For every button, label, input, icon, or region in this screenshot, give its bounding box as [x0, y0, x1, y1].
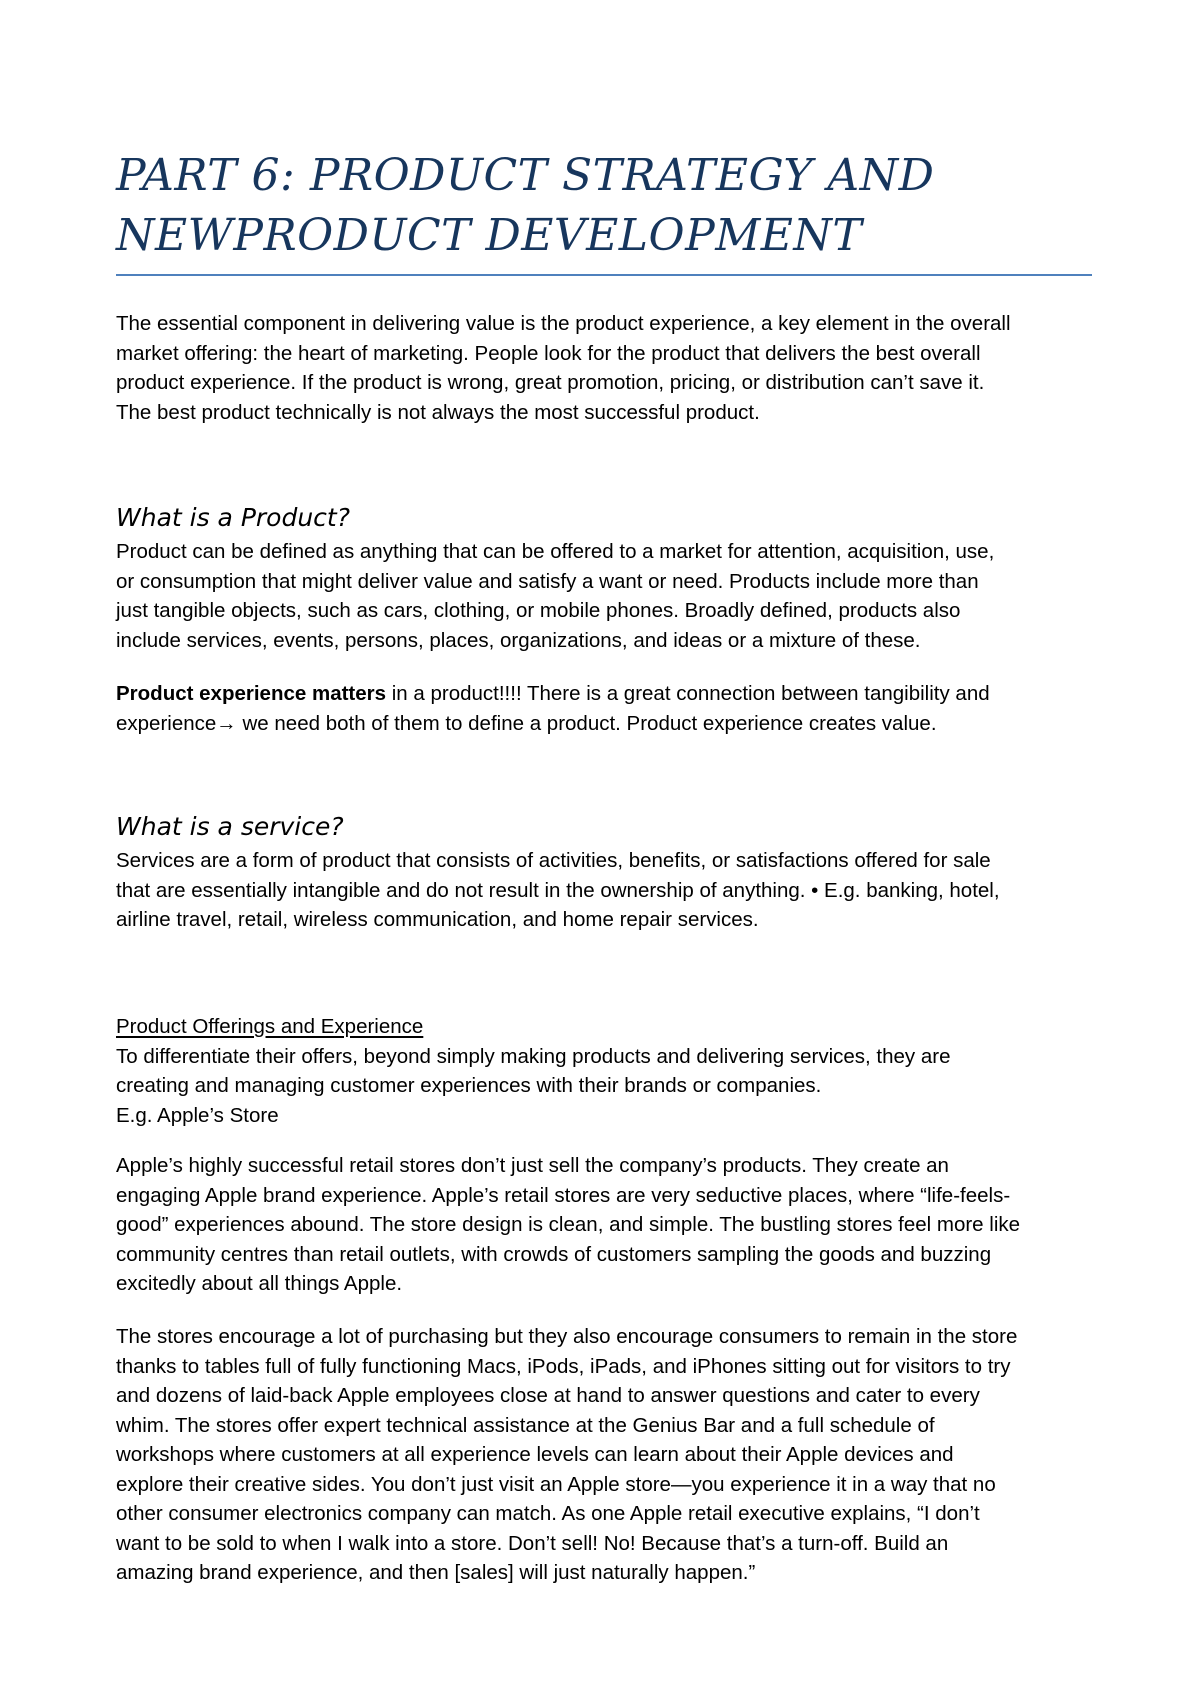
product-line: include services, events, persons, places, organizations, and ideas or a mixture of these. — [116, 628, 921, 652]
offerings-section — [116, 1012, 1106, 1130]
service-section — [116, 810, 1106, 844]
arrow-right-icon: → — [216, 711, 237, 735]
apple-line: amazing brand experience, and then [sales] will just naturally happen.” — [116, 1561, 756, 1584]
offerings-line: creating and managing customer experiences with their brands or companies. — [116, 1074, 822, 1097]
apple-line: excitedly about all things Apple. — [116, 1272, 403, 1295]
apple-line: community centres than retail outlets, with crowds of customers sampling the goods and buzzing — [116, 1242, 992, 1266]
experience-line-2 — [116, 709, 1106, 739]
apple-paragraph-2 — [116, 1322, 1106, 1588]
product-line: Product can be defined as anything that can be offered to a market for attention, acquisition, use, — [116, 540, 995, 563]
apple-line: good” experiences abound. The store design is clean, and simple. The bustling stores feel more like — [116, 1213, 1021, 1236]
apple-line: whim. The stores offer expert technical assistance at the Genius Bar and a full schedule of — [116, 1413, 935, 1437]
apple-paragraph-1 — [116, 1151, 1106, 1299]
apple-line: want to be sold to when I walk into a store. Don’t sell! No! Because that’s a turn-off. Build an — [116, 1531, 949, 1555]
product-line: just tangible objects, such as cars, clothing, or mobile phones. Broadly defined, products also — [116, 599, 961, 622]
offerings-heading: Product Offerings and Experience — [116, 1015, 424, 1038]
apple-line: and dozens of laid-back Apple employees close at hand to answer questions and cater to every — [116, 1384, 980, 1407]
service-paragraph — [116, 846, 1106, 935]
service-line: that are essentially intangible and do not result in the ownership of anything. • E.g. banking, hotel, — [116, 878, 1000, 902]
page-title — [116, 146, 1096, 266]
service-line: airline travel, retail, wireless communication, and home repair services. — [116, 908, 759, 931]
experience-line-2-start: experience — [116, 711, 217, 735]
service-heading: What is a service? — [116, 812, 344, 841]
offerings-line: E.g. Apple’s Store — [116, 1103, 279, 1127]
offerings-line: To differentiate their offers, beyond simply making products and delivering services, they are — [116, 1044, 951, 1068]
product-heading: What is a Product? — [116, 503, 350, 532]
intro-line: market offering: the heart of marketing. People look for the product that delivers the best overall — [116, 341, 981, 365]
service-line: Services are a form of product that consists of activities, benefits, or satisfactions offered for sale — [116, 849, 991, 872]
page-title-line-1: PART 6: PRODUCT STRATEGY AND — [116, 150, 935, 201]
title-underline-rule — [116, 274, 1092, 276]
product-experience-paragraph — [116, 679, 1106, 738]
experience-line-2-text: we need both of them to define a product. Product experience creates value. — [236, 711, 937, 735]
product-paragraph — [116, 537, 1106, 655]
page-title-line-2: NEWPRODUCT DEVELOPMENT — [116, 210, 863, 261]
apple-line: explore their creative sides. You don’t just visit an Apple store—you experience it in a way that no — [116, 1472, 996, 1496]
intro-line: The best product technically is not always the most successful product. — [116, 400, 760, 424]
experience-bold-text: Product experience matters — [116, 682, 387, 705]
apple-line: other consumer electronics company can match. As one Apple retail executive explains, “I don’t — [116, 1502, 980, 1525]
intro-paragraph — [116, 309, 1106, 427]
apple-line: The stores encourage a lot of purchasing but they also encourage consumers to remain in the store — [116, 1325, 1018, 1348]
apple-line: workshops where customers at all experience levels can learn about their Apple devices and — [116, 1443, 954, 1466]
intro-line: The essential component in delivering value is the product experience, a key element in the overall — [116, 312, 1011, 335]
product-section — [116, 501, 1106, 535]
apple-line: engaging Apple brand experience. Apple’s retail stores are very seductive places, where “life-feels- — [116, 1183, 1011, 1207]
experience-line-1 — [116, 679, 1106, 709]
apple-line: Apple’s highly successful retail stores don’t just sell the company’s products. They create an — [116, 1154, 949, 1177]
apple-line: thanks to tables full of fully functioning Macs, iPods, iPads, and iPhones sitting out for visitors to try — [116, 1354, 1011, 1378]
product-line: or consumption that might deliver value and satisfy a want or need. Products include more than — [116, 569, 979, 593]
experience-line-1-text: in a product!!!! There is a great connection between tangibility and — [386, 682, 990, 705]
intro-line: product experience. If the product is wrong, great promotion, pricing, or distribution can’t save it. — [116, 371, 985, 394]
